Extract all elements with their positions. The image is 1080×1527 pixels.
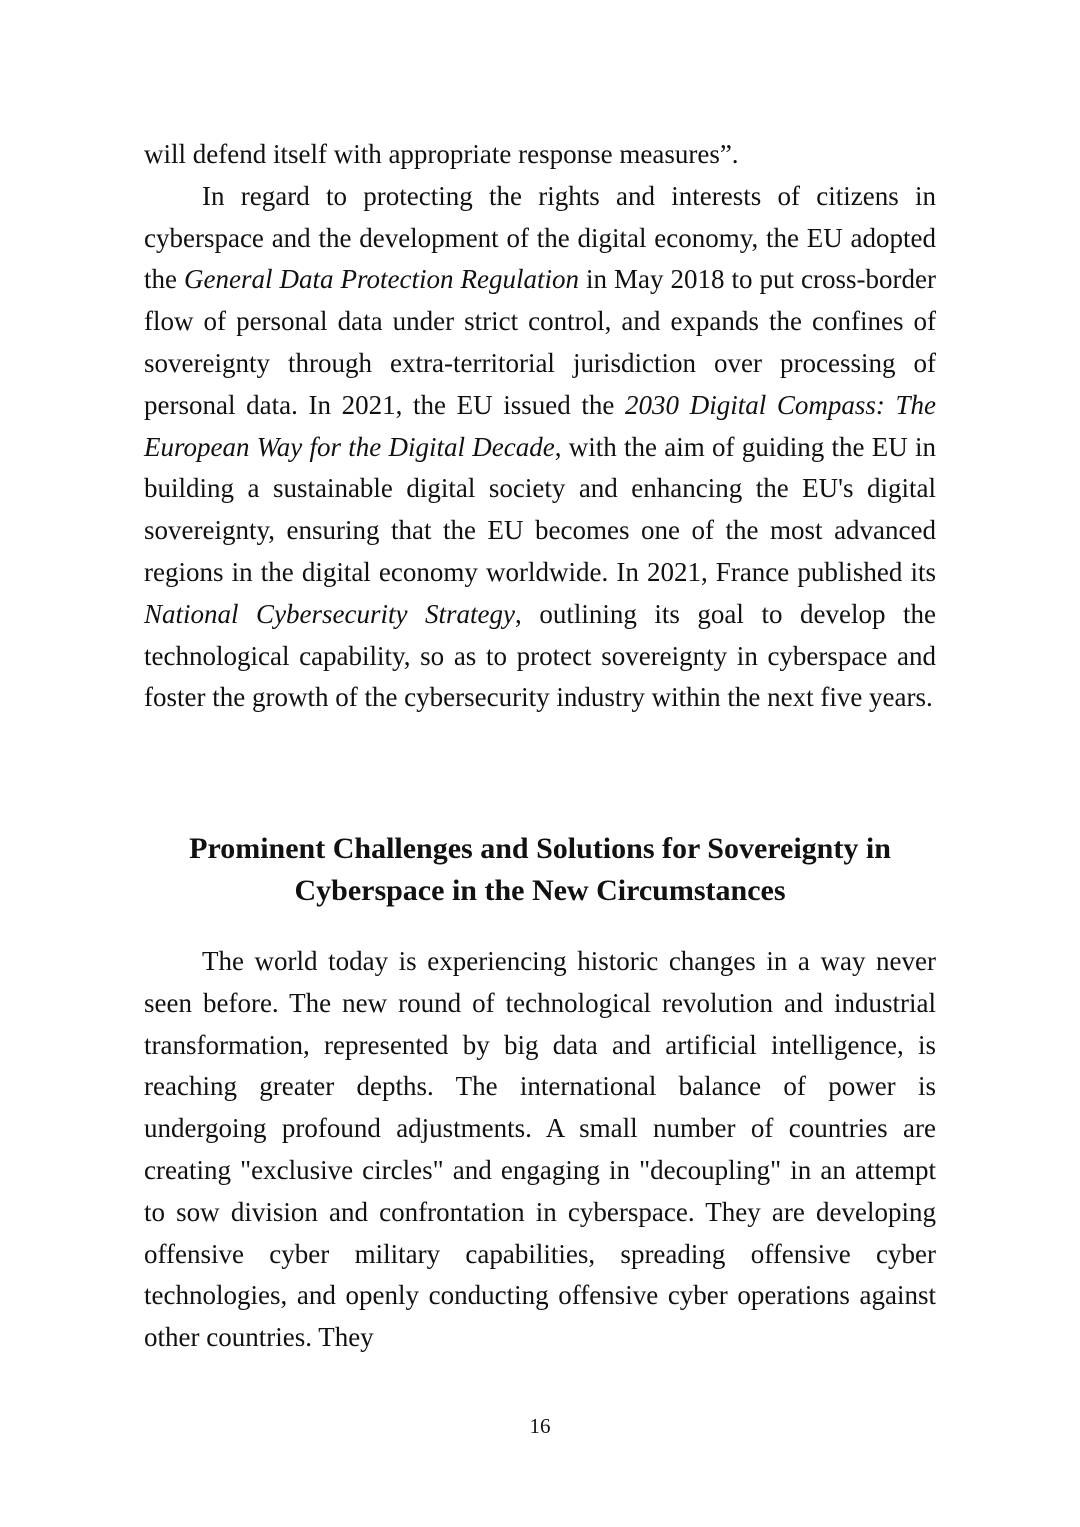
page-number: 16	[529, 1414, 551, 1438]
paragraph-text-segment: , with the aim of guiding the EU in building a sustainable digital society and enhancing the EU's digital sovereignty, ensuring that the EU becomes one of the most advanced regions in the digital economy worldwide. In 2021, France published its	[144, 431, 936, 587]
upper-text-block	[144, 134, 936, 719]
section-heading	[144, 828, 936, 912]
title-digital-compass: 2030 Digital Compass: The European Way for the Digital Decade	[144, 389, 936, 462]
paragraph-text-segment: In regard to protecting the rights and interests of citizens in cyberspace and the development of the digital economy, the EU adopted the	[144, 180, 936, 295]
paragraph-world-changes: The world today is experiencing historic changes in a way never seen before. The new round of technological revolution and industrial transformation, represented by big data and artificial intelligence, is reaching greater depths. The international balance of power is undergoing profound adjustments. A small number of countries are creating "exclusive circles" and engaging in "decoupling" in an attempt to sow division and confrontation in cyberspace. They are developing offensive cyber military capabilities, spreading offensive cyber technologies, and openly conducting offensive cyber operations against other countries. They	[144, 946, 936, 1353]
paragraph-eu-digital-policy	[144, 176, 936, 719]
title-national-cybersecurity-strategy: National Cybersecurity Strategy	[144, 598, 516, 629]
paragraph-text-segment: in May 2018 to put cross-border flow of personal data under strict control, and expands the confines of sovereignty through extra-territorial jurisdiction over processing of personal data. In 2021, the EU issued the	[144, 264, 936, 420]
paragraph-continuation: will defend itself with appropriate response measures”.	[144, 139, 739, 169]
section-heading-line: Cyberspace in the New Circumstances	[294, 874, 786, 907]
paragraph-text-segment: , outlining its goal to develop the technological capability, so as to protect sovereignty in cyberspace and foster the growth of the cybersecurity industry within the next five years.	[144, 598, 936, 713]
title-gdpr: General Data Protection Regulation	[184, 264, 579, 295]
lower-text-block	[144, 941, 936, 1359]
section-heading-line: Prominent Challenges and Solutions for Sovereignty in	[189, 832, 891, 865]
